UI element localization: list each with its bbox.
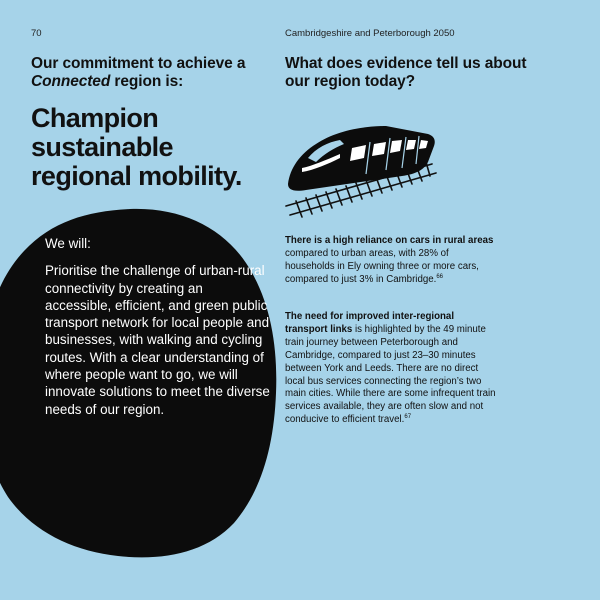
evidence-bold-lead: The need for improved inter-regional transport links [285,311,455,335]
we-will-label: We will: [45,236,91,251]
evidence-paragraph [285,235,497,287]
page-number: 70 [31,28,42,39]
commitment-heading [31,55,271,91]
commitment-suffix: region is: [114,73,184,90]
we-will-panel [45,235,270,418]
evidence-paragraph [285,311,497,427]
we-will-body: Prioritise the challenge of urban-rural connectivity by creating an accessible, efficient, and green public transport network for local people and businesses, with walking and cycling routes. With a clear understanding of where people want to go, we will innovate solutions to meet the diverse needs of our region. [45,263,270,417]
commitment-emphasis: Connected [31,73,111,90]
evidence-text: compared to urban areas, with 28% of households in Ely owning three or more cars, compared to just 3% in Cambridge. [285,247,479,285]
commitment-prefix: Our commitment to achieve a [31,55,246,72]
train-icon [282,118,442,223]
footnote-ref: 67 [404,414,412,421]
train-body [288,126,435,191]
champion-heading: Champion sustainable regional mobility. [31,103,242,191]
footnote-ref: 66 [436,273,443,280]
evidence-bold-lead: There is a high reliance on cars in rural areas [285,235,494,246]
evidence-text: is highlighted by the 49 minute train journey between Peterborough and Cambridge, compared to just 23–30 minutes between York and Leeds. There are no direct local bus services connecting the region’s two main cities. While there are some infrequent train services available, they are often slow and not conducive to efficient travel. [285,323,496,426]
running-title: Cambridgeshire and Peterborough 2050 [285,28,455,39]
evidence-heading: What does evidence tell us about our region today? [285,55,527,90]
